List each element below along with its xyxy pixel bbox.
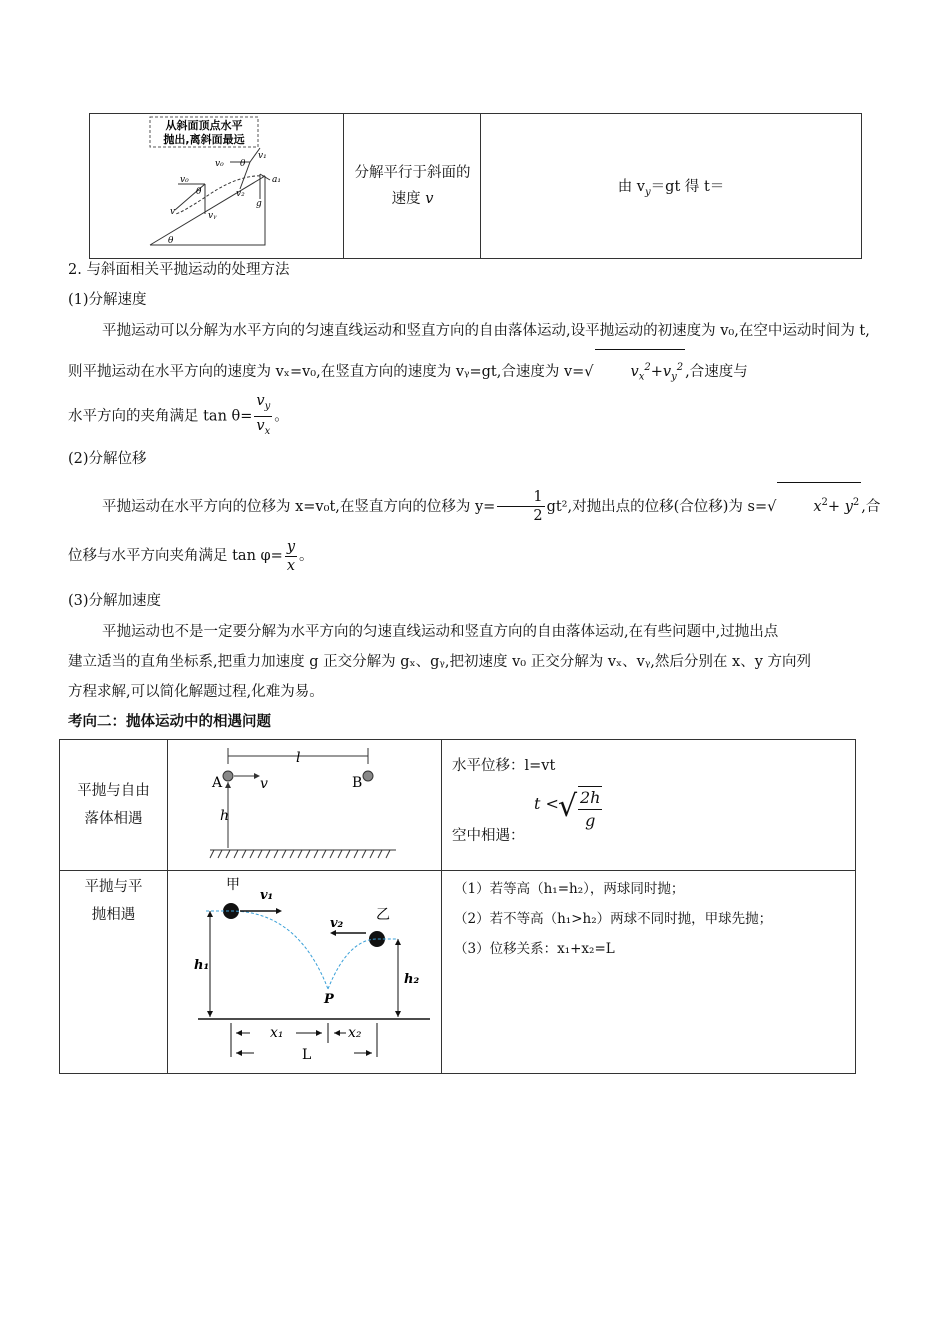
p3-line2: 建立适当的直角坐标系,把重力加速度 g 正交分解为 gₓ、gᵧ,把初速度 v₀ 正交分解为 vₓ、vᵧ,然后分别在 x、y 方向列 bbox=[68, 654, 812, 670]
incline-figure bbox=[90, 114, 343, 258]
label-A: A bbox=[212, 775, 223, 791]
heading-velocity: (1)分解速度 bbox=[68, 292, 147, 308]
table1-col2: 分解平行于斜面的速度 v bbox=[343, 114, 481, 258]
svg-text:v: v bbox=[170, 207, 176, 217]
svg-text:v₀: v₀ bbox=[180, 175, 189, 185]
svg-text:v₀: v₀ bbox=[215, 159, 224, 169]
label-L: L bbox=[302, 1047, 312, 1063]
svg-text:vᵧ: vᵧ bbox=[208, 211, 217, 221]
label-jia: 甲 bbox=[226, 877, 240, 893]
row1-content: 水平位移：l=vt 空中相遇： t < √ $\frac{2h}{g}$ bbox=[452, 758, 601, 844]
paragraph-displacement: 平抛运动在水平方向的位移为 x=v₀t,在竖直方向的位移为 y= $\frac{1}{2}$ gt²,对抛出点的位移(合位移)为 s=√ $x^2+ y^2$ ,合 bbox=[68, 482, 883, 527]
section3-title: 考向二：抛体运动中的相遇问题 bbox=[68, 714, 271, 730]
svg-text:θ: θ bbox=[196, 187, 202, 197]
row2-item: （1）若等高（h₁=h₂），两球同时抛； bbox=[454, 881, 685, 897]
svg-text:a₁: a₁ bbox=[272, 175, 281, 185]
label-l: l bbox=[296, 750, 301, 766]
label-P: P bbox=[324, 992, 334, 1007]
label-x1: x₁ bbox=[270, 1025, 284, 1041]
row2-item: （3）位移关系：x₁+x₂=L bbox=[454, 941, 615, 957]
p3-line3: 方程求解,可以简化解题过程,化难为易。 bbox=[68, 684, 324, 700]
label-h: h bbox=[220, 808, 230, 824]
label-v: v bbox=[260, 776, 268, 792]
svg-text:θ: θ bbox=[168, 236, 174, 246]
table1-col3: 由 $v_y=gt$ 得 t＝ bbox=[480, 114, 861, 258]
row1-label: 平抛与自由落体相遇 bbox=[77, 783, 150, 827]
paragraph-velocity: 平抛运动可以分解为水平方向的匀速直线运动和竖直方向的自由落体运动,设平抛运动的初速度为 v₀,在空中运动时间为 t,则平抛运动在水平方向的速度为 vₓ=v₀,在竖直方向的速度为 vᵧ=gt,合速度为 v=√ $v_x^2+v_y^2$ ,合速度与 bbox=[68, 314, 883, 395]
label-v1: v₁ bbox=[260, 888, 274, 903]
heading-acceleration: (3)分解加速度 bbox=[68, 593, 162, 609]
section2-title: 2. 与斜面相关平抛运动的处理方法 bbox=[68, 262, 290, 278]
label-x2: x₂ bbox=[348, 1025, 362, 1041]
label-h1: h₁ bbox=[194, 958, 210, 973]
svg-text:g: g bbox=[256, 199, 262, 209]
fig-two-projectiles bbox=[168, 871, 441, 1073]
svg-text:v₁: v₁ bbox=[258, 151, 267, 161]
label-v2: v₂ bbox=[330, 916, 344, 931]
label-B: B bbox=[352, 775, 363, 791]
svg-text:θ: θ bbox=[240, 159, 246, 169]
table-meeting bbox=[59, 739, 856, 1074]
label-h2: h₂ bbox=[404, 972, 420, 987]
table-incline bbox=[89, 113, 862, 259]
caption-line2: 抛出,离斜面最远 bbox=[163, 133, 245, 146]
velocity-angle: 水平方向的夹角满足 tan θ= $\frac{v_y}{v_x}$ 。 bbox=[68, 393, 289, 437]
fig-free-fall bbox=[168, 740, 441, 870]
p3-line1: 平抛运动也不是一定要分解为水平方向的匀速直线运动和竖直方向的自由落体运动,在有些问题中,过抛出点 bbox=[102, 624, 779, 640]
label-yi: 乙 bbox=[376, 907, 390, 923]
row2-item: （2）若不等高（h₁>h₂）两球不同时抛，甲球先抛； bbox=[454, 911, 773, 927]
caption-line1: 从斜面顶点水平 bbox=[165, 119, 243, 132]
svg-text:v₂: v₂ bbox=[236, 189, 245, 199]
heading-displacement: (2)分解位移 bbox=[68, 451, 147, 467]
row2-content bbox=[454, 874, 849, 964]
row2-label: 平抛与平抛相遇 bbox=[84, 879, 143, 923]
displacement-angle: 位移与水平方向夹角满足 tan φ= $\frac{y}{x}$ 。 bbox=[68, 538, 314, 574]
